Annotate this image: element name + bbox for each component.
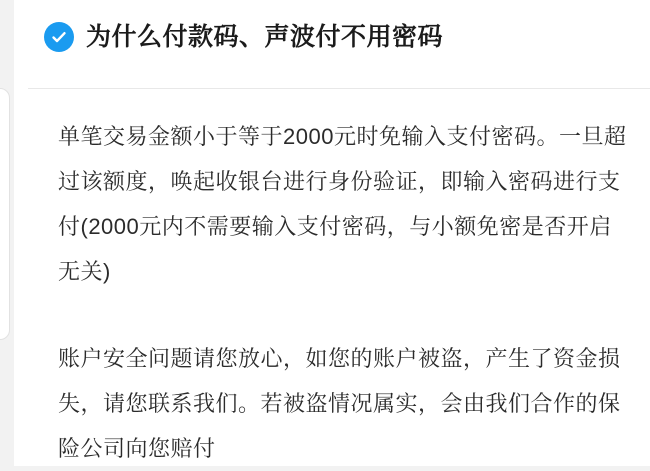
paragraph-1: 单笔交易金额小于等于2000元时免输入支付密码。一旦超过该额度，唤起收银台进行身份验证，即输入密码进行支付(2000元内不需要输入支付密码，与小额免密是否开启无关) bbox=[58, 124, 627, 284]
paragraph-2: 账户安全问题请您放心，如您的账户被盗，产生了资金损失，请您联系我们。若被盗情况属实，会由我们合作的保险公司向您赔付 bbox=[58, 346, 621, 461]
faq-card bbox=[14, 0, 650, 466]
page-title: 为什么付款码、声波付不用密码 bbox=[86, 23, 444, 51]
adjacent-panel-edge bbox=[0, 88, 10, 340]
card-header bbox=[14, 0, 650, 56]
faq-body bbox=[58, 114, 628, 471]
header-divider bbox=[28, 88, 650, 89]
check-circle-icon bbox=[44, 22, 74, 52]
